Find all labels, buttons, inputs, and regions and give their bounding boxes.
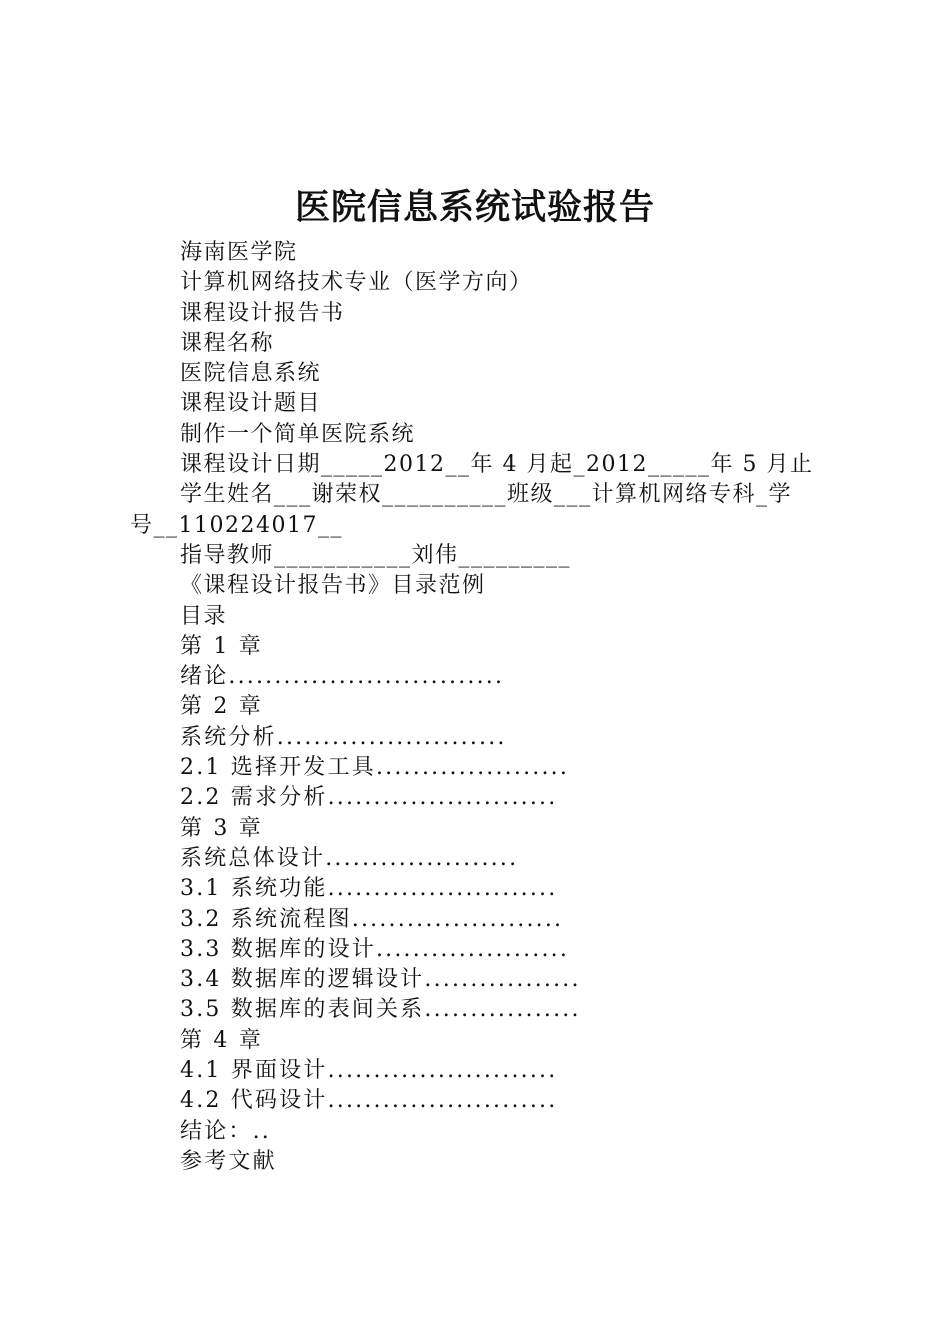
toc-entry: 第 4 章	[180, 1027, 263, 1053]
toc-entry: 4.2 代码设计.........................	[180, 1088, 558, 1114]
toc-entry: 结论：..	[180, 1118, 271, 1144]
toc-heading: 目录	[180, 603, 228, 629]
course-date-line: 课程设计日期_____2012__年 4 月起_2012_____年 5 月止	[180, 452, 814, 478]
teacher-line: 指导教师___________刘伟_________	[180, 542, 572, 568]
toc-entry: 参考文献	[180, 1148, 277, 1174]
toc-entry: 系统分析.........................	[180, 724, 507, 750]
course-name: 医院信息系统	[180, 361, 322, 387]
toc-entry: 4.1 界面设计.........................	[180, 1058, 558, 1084]
toc-entry: 3.3 数据库的设计.....................	[180, 936, 570, 962]
topic-label: 课程设计题目	[180, 391, 322, 417]
toc-entry: 2.2 需求分析.........................	[180, 785, 558, 811]
student-line: 学生姓名___谢荣权__________班级___计算机网络专科_学	[180, 482, 793, 508]
student-id-line: 号__110224017__	[130, 512, 343, 538]
document-body	[130, 238, 830, 1177]
toc-entry: 3.4 数据库的逻辑设计.................	[180, 967, 581, 993]
school-name: 海南医学院	[180, 240, 298, 265]
toc-entry: 3.2 系统流程图.......................	[180, 906, 564, 932]
toc-entry: 系统总体设计.....................	[180, 845, 519, 871]
toc-example-title: 《课程设计报告书》目录范例	[180, 573, 486, 599]
course-name-label: 课程名称	[180, 330, 275, 356]
document-title: 医院信息系统试验报告	[294, 188, 655, 228]
document-type: 课程设计报告书	[180, 300, 345, 326]
major-name: 计算机网络技术专业（医学方向）	[180, 270, 533, 296]
toc-entry: 3.5 数据库的表间关系.................	[180, 997, 581, 1023]
toc-entry: 第 2 章	[180, 694, 263, 720]
toc-entry: 3.1 系统功能.........................	[180, 876, 558, 902]
toc-entry: 第 1 章	[180, 633, 263, 659]
toc-entry: 2.1 选择开发工具.....................	[180, 755, 570, 781]
toc-entry: 第 3 章	[180, 815, 263, 841]
topic: 制作一个简单医院系统	[180, 421, 416, 447]
toc-entry: 绪论..............................	[180, 664, 505, 690]
